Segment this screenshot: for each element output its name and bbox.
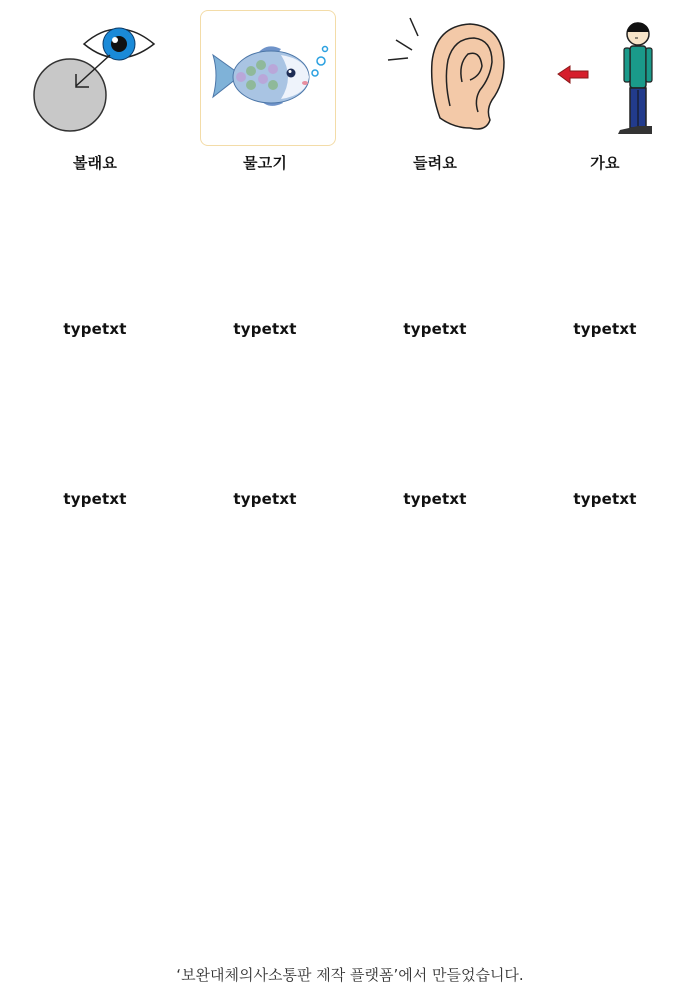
placeholder-label: typetxt (63, 490, 127, 508)
card-go[interactable] (520, 0, 690, 170)
card-hear[interactable] (350, 0, 520, 170)
card-label: 물고기 (242, 154, 288, 172)
person-walking-icon (540, 10, 676, 146)
card-row-1 (0, 0, 700, 170)
placeholder-label: typetxt (573, 490, 637, 508)
fish-icon (200, 10, 336, 146)
placeholder-card[interactable] (350, 340, 520, 510)
placeholder-label: typetxt (403, 320, 467, 338)
placeholder-card[interactable] (520, 340, 690, 510)
placeholder-card[interactable] (350, 170, 520, 340)
placeholder-label: typetxt (233, 320, 297, 338)
card-look[interactable] (10, 0, 180, 170)
placeholder-card[interactable] (180, 340, 350, 510)
placeholder-label: typetxt (403, 490, 467, 508)
placeholder-card[interactable] (180, 170, 350, 340)
card-label: 가요 (590, 154, 620, 172)
placeholder-label: typetxt (573, 320, 637, 338)
card-label: 들려요 (412, 154, 458, 172)
placeholder-card[interactable] (10, 340, 180, 510)
card-row-2 (0, 170, 700, 340)
placeholder-card[interactable] (520, 170, 690, 340)
footer-credit: ‘보완대체의사소통판 제작 플랫폼’에서 만들었습니다. (176, 966, 524, 984)
card-label: 볼래요 (72, 154, 118, 172)
look-eye-icon (30, 10, 166, 146)
placeholder-label: typetxt (63, 320, 127, 338)
card-fish[interactable] (180, 0, 350, 170)
placeholder-card[interactable] (10, 170, 180, 340)
placeholder-label: typetxt (233, 490, 297, 508)
ear-icon (370, 10, 506, 146)
card-row-3 (0, 340, 700, 510)
